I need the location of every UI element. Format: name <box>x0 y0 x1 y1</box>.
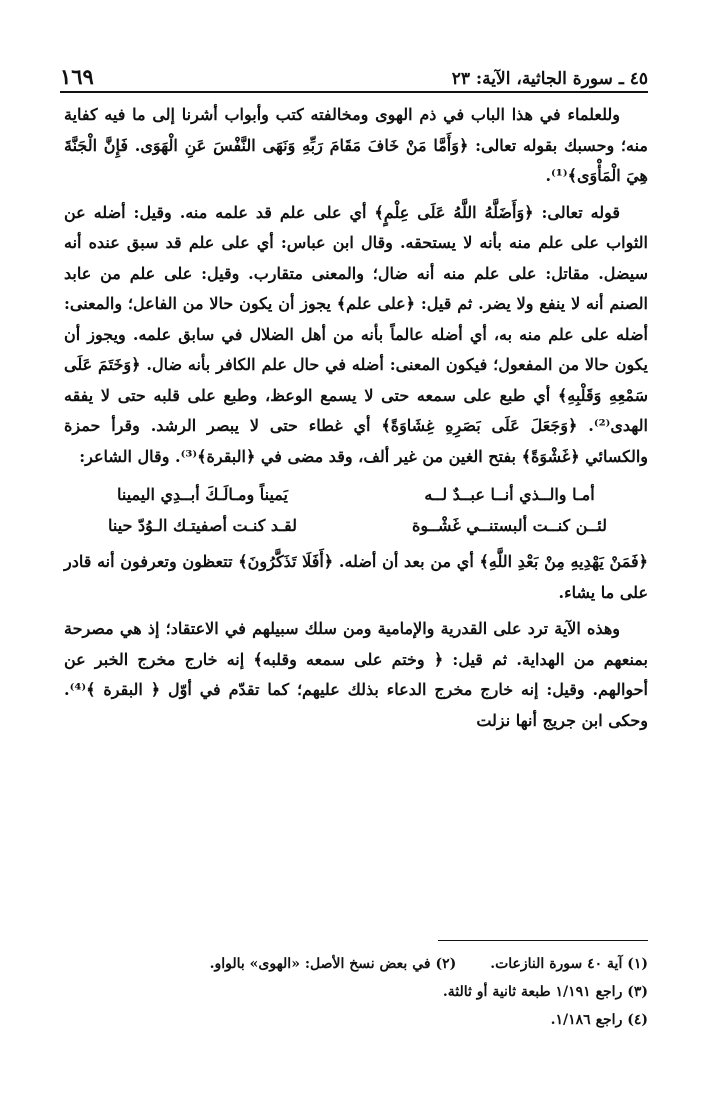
page-header <box>60 55 648 89</box>
footnote-4: (٤) راجع ١/١٨٦. <box>550 1012 648 1028</box>
paragraph-after-poem: ﴿فَمَنْ يَهْدِيهِ مِنْ بَعْدِ اللَّهِ﴾ أي من بعد أن أضله. ﴿أَفَلَا تَذَكَّرُونَ﴾ تتعظون وتعرفون أنه قادر على ما يشاء. <box>64 552 648 602</box>
poem-line2-second-hemistich: لقـد كنـت أصفيتـك الـوُدّ حينا <box>108 515 297 535</box>
chapter-title: ٤٥ ـ سورة الجاثية، الآية: ٢٣ <box>451 69 648 89</box>
paragraph-2: قوله تعالى: ﴿وَأَضَلَّهُ اللَّهُ عَلَى عِلْمٍ﴾ أي على علم قد علمه منه. وقيل: أضله عن الثواب على علم منه بأنه لا يستحقه. وقال ابن عباس: أي على علم قد سبق عنده أنه سيضل. مقاتل: على علم منه أنه ضال؛ والمعنى متقارب. وقيل: على علم من عابد الصنم أنه لا ينفع ولا يضر. ثم قيل: ﴿على علم﴾ يجوز أن يكون حالا من الفاعل؛ والمعنى: أضله على علم منه به، أي أضله عالماً بأنه من أهل الضلال في سابق علمه. ويجوز أن يكون حالا من المفعول؛ فيكون المعنى: أضله في حال علم الكافر بأنه ضال. ﴿وَخَتَمَ عَلَى سَمْعِهِ وَقَلْبِهِ﴾ أي طبع على سمعه حتى لا يسمع الوعظ، وطبع على قلبه حتى لا يفقه الهدى⁽²⁾. ﴿وَجَعَلَ عَلَى بَصَرِهِ غِشَاوَةً﴾ أي غطاء حتى لا يبصر الرشد. وقرأ حمزة والكسائي ﴿غَشْوَةً﴾ بفتح الغين من غير ألف، وقد مضى في ﴿البقرة﴾⁽³⁾. وقال الشاعر: <box>64 202 648 466</box>
poem-line2-first-hemistich: لئــن كنــت ألبستنــي غَشْــوة <box>412 515 607 535</box>
footnote-3: (٣) راجع ١/١٩١ طبعة ثانية أو ثالثة. <box>442 984 648 1000</box>
poem-line1-second-hemistich: يَميناً ومـالَـكَ أبــدِي اليمينا <box>117 485 288 504</box>
paragraph-1: وللعلماء في هذا الباب في ذم الهوى ومخالفته كتب وأبواب أشرنا إلى ما فيه كفاية منه؛ وحسبك بقوله تعالى: ﴿وَأَمَّا مَنْ خَافَ مَقَامَ رَبِّهِ وَنَهَى النَّفْسَ عَنِ الْهَوَى. فَإِنَّ الْجَنَّةَ هِيَ الْمَأْوَى﴾⁽¹⁾. <box>64 105 648 185</box>
footnote-row <box>120 950 648 978</box>
poem-line1-first-hemistich: أمـا والــذي أنــا عبــدٌ لــه <box>424 485 595 504</box>
page-number: ١٦٩ <box>60 64 94 89</box>
paragraph-final: وهذه الآية ترد على القدرية والإمامية ومن سلك سبيلهم في الاعتقاد؛ إذ هي مصرحة بمنعهم من الهداية. ثم قيل: ﴿ وختم على سمعه وقلبه﴾ إنه خارج مخرج الخبر عن أحوالهم. وقيل: إنه خارج مخرج الدعاء بذلك عليهم؛ كما تقدّم في أوّل ﴿ البقرة ﴾⁽⁴⁾. وحكى ابن جريج أنها نزلت <box>64 619 648 730</box>
footnote-2: (٢) في بعض نسخ الأصل: «الهوى» بالواو. <box>209 956 457 972</box>
header-divider <box>60 91 648 93</box>
footnote-divider <box>438 940 648 941</box>
poem <box>64 480 648 541</box>
footnote-1: (١) آية ٤٠ سورة النازعات. <box>490 956 648 972</box>
footnotes <box>120 950 648 1034</box>
main-text <box>64 100 648 736</box>
